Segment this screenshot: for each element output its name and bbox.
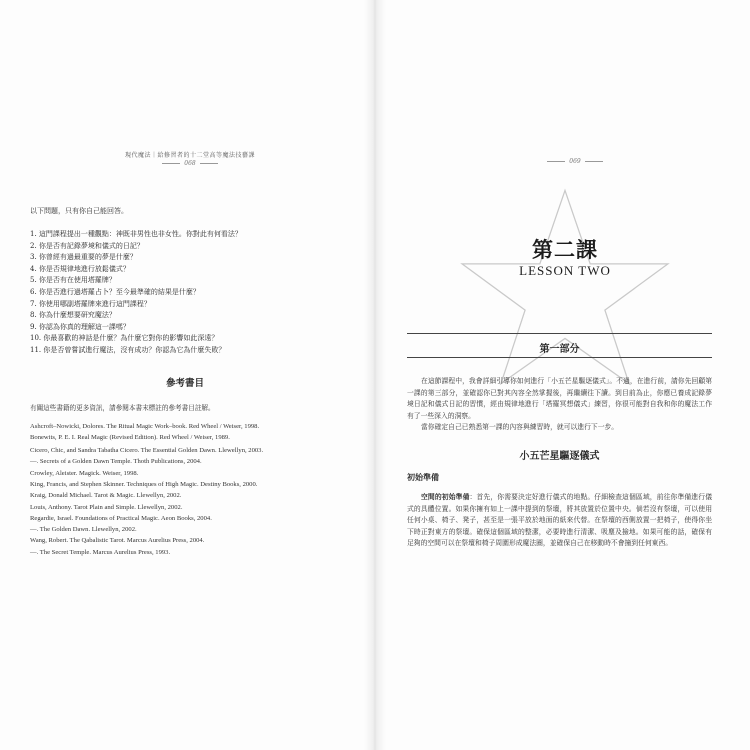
reference-item: —. The Golden Dawn. Llewellyn, 2002. xyxy=(30,526,137,534)
references-heading: 參考書目 xyxy=(165,378,204,389)
reference-item: —. Secrets of a Golden Dawn Temple. Thoth Publications, 2004. xyxy=(30,458,202,466)
pentagram-icon xyxy=(460,182,670,392)
paragraph-text: ：首先，你需要決定好進行儀式的地點。仔細檢查這個區域，前往你準備進行儀式的具體位置。如果你擁有如上一課中提到的祭壇，將其放置於位置中央。倘若沒有祭壇，可以使用任何小桌、椅子、凳子，甚至是一張平放於地面的紙來代替。在祭壇的西側放置一把椅子，使得你坐下時正對東方的祭壇。確保這個區域的整潔，必要時進行清潔、吸塵及撿地。如果可能的話，確保有足夠的空間可以在祭壇和椅子周圍形成魔法圈，並確保自己在移動時不會撞到任何東西。 xyxy=(407,493,713,548)
section-title: 第一部分 xyxy=(539,344,580,355)
reference-item: King, Francis, and Stephen Skinner. Techniques of High Magic. Destiny Books, 2000. xyxy=(30,480,258,488)
list-item: 11. 你是否曾嘗試進行魔法，沒有成功？你認為它為什麼失敗？ xyxy=(30,345,226,354)
reference-item: Ashcroft–Nowicki, Dolores. The Ritual Magic Work–book. Red Wheel / Weiser, 1998. xyxy=(30,423,260,430)
list-item: 8. 你為什麼想要研究魔法？ xyxy=(30,311,116,320)
chapter-title: 第二課 xyxy=(532,237,598,262)
running-head: 現代魔法｜給修習者的十二堂高等魔法技藝課 xyxy=(124,152,255,159)
chapter-subtitle: LESSON TWO xyxy=(519,263,611,278)
ritual-title: 小五芒星驅逐儀式 xyxy=(519,451,600,462)
list-item: 6. 你是否進行過塔羅占卜？至今最準確的結果是什麼？ xyxy=(30,287,200,296)
list-item: 5. 你是否有在使用塔羅牌？ xyxy=(30,276,116,285)
reference-item: Regardie, Israel. Foundations of Practical Magic. Aeon Books, 2004. xyxy=(30,514,212,522)
reference-item: Kraig, Donald Michael. Tarot & Magic. Llewellyn, 2002. xyxy=(30,492,182,500)
paragraph-text: 當你確定自己已熟悉第一課的內容與練習時，就可以進行下一步。 xyxy=(421,423,619,432)
page-number-left: 068 xyxy=(95,160,285,167)
page-number-right: 069 xyxy=(500,158,650,165)
list-item: 4. 你是否規律地進行放鬆儀式？ xyxy=(30,264,130,273)
reference-item: Wang, Robert. The Qabalistic Tarot. Marcus Aurelius Press, 2004. xyxy=(30,537,205,545)
body-paragraph xyxy=(407,376,712,434)
list-item: 9. 你認為你真的理解這一課嗎？ xyxy=(30,322,130,331)
lead-in: 空間的初始準備 xyxy=(421,493,470,501)
divider xyxy=(407,357,712,358)
intro-text: 以下問題，只有你自己能回答。 xyxy=(30,207,128,215)
list-item: 1. 這門課程提出一種觀點：神既非男性也非女性。你對此有何看法？ xyxy=(30,230,242,238)
divider xyxy=(407,333,712,334)
body-paragraph xyxy=(407,492,712,550)
reference-item: Bonewits, P. E. I. Real Magic (Revised Edition). Red Wheel / Weiser, 1989. xyxy=(30,434,230,442)
reference-item: —. The Secret Temple. Marcus Aurelius Press, 1993. xyxy=(30,548,171,556)
subsection-title: 初始準備 xyxy=(407,473,439,482)
references-note: 有關這些書籍的更多資訊，請參閱本書末標註的參考書目註解。 xyxy=(30,404,215,412)
reference-item: Crowley, Aleister. Magick. Weiser, 1998. xyxy=(30,469,139,477)
paragraph-text: 在這節課程中，我會詳細引導你如何進行「小五芒星驅逐儀式」。不過，在進行前，請你先回顧第一課的第三部分，並確認你已對其內容全然掌握後，再繼續往下讀。到目前為止，你應已養成記錄夢境日記和儀式日記的習慣，經由規律地進行「塔羅冥想儀式」練習，你很可能對自我和你的魔法工作有了一些深入的洞察。 xyxy=(407,377,712,420)
list-item: 3. 你曾經有過最重要的夢是什麼？ xyxy=(30,253,137,262)
reference-item: Louis, Anthony. Tarot Plain and Simple. Llewellyn, 2002. xyxy=(30,503,183,511)
book-gutter xyxy=(364,0,386,750)
list-item: 2. 你是否有記錄夢境和儀式的日記？ xyxy=(30,241,144,250)
reference-item: Cicero, Chic, and Sandra Tabatha Cicero. The Essential Golden Dawn. Llewellyn, 2003. xyxy=(30,447,264,455)
list-item: 7. 你使用哪副塔羅牌來進行這門課程？ xyxy=(30,299,151,308)
reference-list xyxy=(30,421,350,558)
question-list xyxy=(30,229,350,357)
list-item: 10. 你最喜歡的神話是什麼？為什麼它對你的影響如此深遠？ xyxy=(30,334,219,343)
